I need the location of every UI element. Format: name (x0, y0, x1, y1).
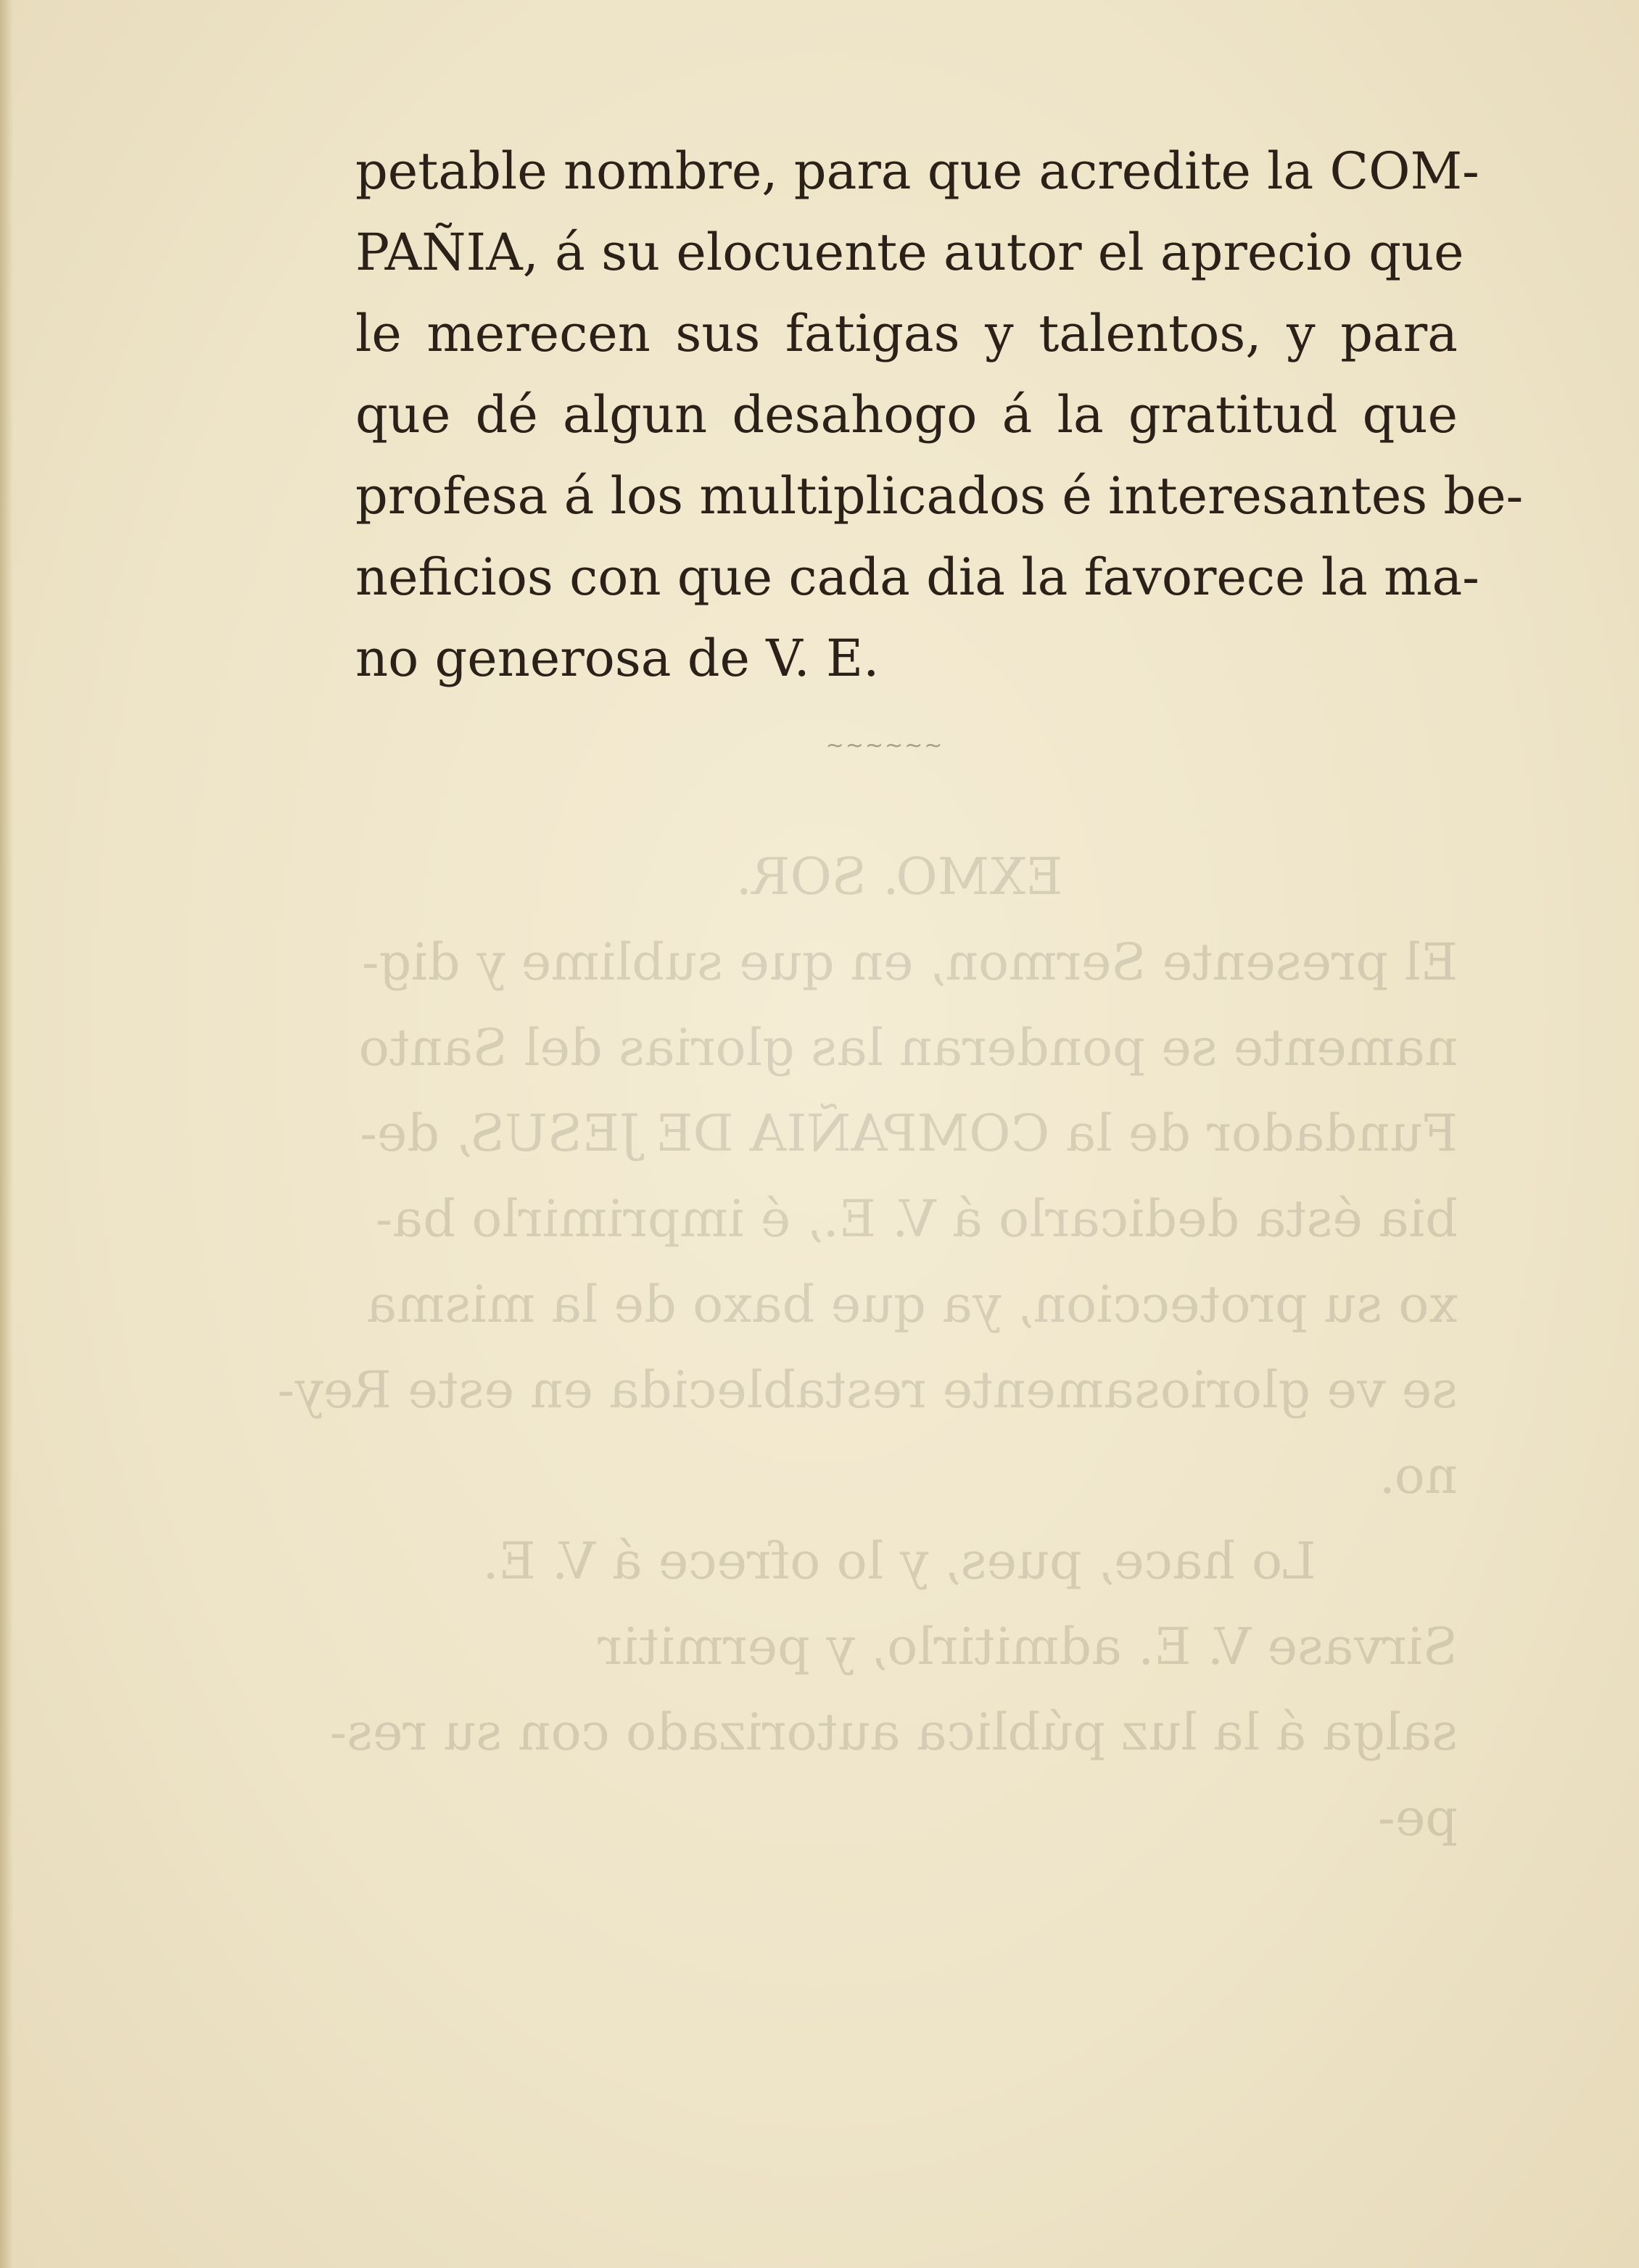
body-text (355, 131, 1524, 699)
bleed-through-line: Lo hace, pues, y lo ofrece á V. E. (482, 1531, 1316, 1591)
text-line: profesa á los multiplicados é interesantes be- (355, 466, 1524, 526)
text-line: que dé algun desahogo á la gratitud que (355, 385, 1458, 444)
bleed-through-line: salga á la luz pública autorizado con su res- (329, 1702, 1458, 1762)
ornament-divider: ~~~~~~ (825, 733, 944, 758)
bleed-through-line: EXMO. SOR. (735, 847, 1063, 906)
bleed-through-line: pe- (1378, 1788, 1458, 1847)
text-line: PAÑIA, á su elocuente autor el aprecio que (355, 223, 1464, 282)
bleed-through-line: Fundador de la COMPAÑIA DE JESUS, de- (360, 1104, 1458, 1163)
text-line: petable nombre, para que acredite la COM- (355, 141, 1479, 201)
bleed-through-line: se ve gloriosamente restablecida en este Rey- (277, 1360, 1458, 1420)
bleed-through-line: Sirvase V. E. admitirlo, y permitir (598, 1617, 1458, 1676)
bleed-through-line: namente se ponderan las glorias del Santo (358, 1018, 1458, 1077)
bleed-through-line: El presente Sermon, en que sublime y dig- (361, 932, 1458, 992)
page-left-edge (0, 0, 13, 2268)
text-line: neficios con que cada dia la favorece la ma- (355, 547, 1479, 607)
bleed-through-line: xo su proteccion, ya que baxo de la misma (366, 1275, 1458, 1334)
text-line: le merecen sus fatigas y talentos, y para (355, 304, 1458, 363)
bleed-through-line: no. (1379, 1446, 1458, 1505)
bleed-through-text (277, 834, 1458, 1861)
bleed-through-line: bia ésta dedicarlo á V. E., é imprimirlo ba- (375, 1189, 1458, 1249)
text-line: no generosa de V. E. (355, 629, 880, 688)
